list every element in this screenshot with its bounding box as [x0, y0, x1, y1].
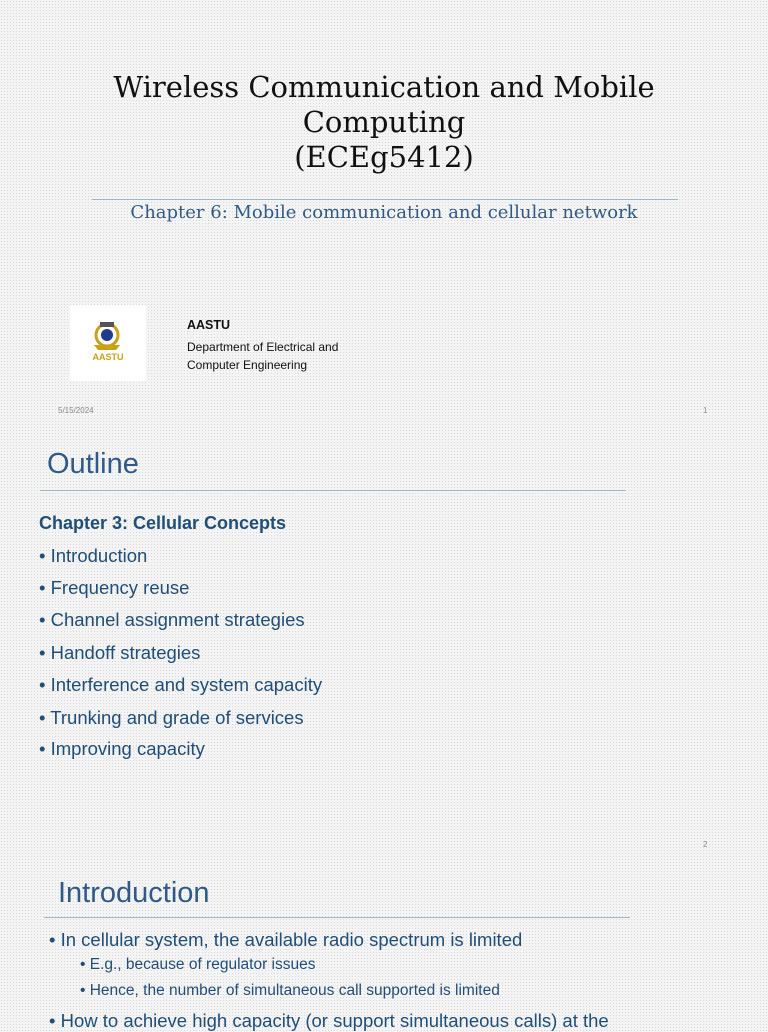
introduction-divider: [44, 917, 630, 918]
slide-subtitle: Chapter 6: Mobile communication and cellular network: [130, 202, 638, 223]
logo-text: AASTU: [92, 352, 124, 362]
title-slide: [0, 0, 768, 430]
organization-name: AASTU: [187, 318, 231, 332]
list-item: • Frequency reuse: [39, 577, 190, 598]
bullet-item: • In cellular system, the available radio spectrum is limited: [49, 929, 523, 950]
introduction-heading: Introduction: [58, 877, 210, 909]
bullet-item: • How to achieve high capacity (or support simultaneous calls) at the: [49, 1010, 609, 1031]
outline-heading: Outline: [47, 448, 139, 480]
page-number: 2: [703, 840, 708, 849]
list-item: • Improving capacity: [39, 738, 205, 759]
title-line-1: Wireless Communication and Mobile: [113, 70, 655, 104]
chapter-heading: Chapter 3: Cellular Concepts: [39, 513, 287, 533]
slide-title: [0, 70, 768, 175]
sub-bullet-item: • E.g., because of regulator issues: [80, 956, 316, 973]
title-divider: [92, 199, 678, 200]
slide-date: 5/15/2024: [58, 406, 94, 415]
title-line-3: (ECEg5412): [294, 140, 474, 174]
department-name: Department of Electrical and Computer Engineering: [187, 340, 339, 372]
page-number: 1: [703, 406, 708, 415]
list-item: • Handoff strategies: [39, 642, 201, 663]
title-line-2: Computing: [302, 105, 466, 139]
list-item: • Channel assignment strategies: [39, 609, 305, 630]
list-item: • Introduction: [39, 545, 148, 566]
logo-emblem-icon: [70, 305, 146, 381]
list-item: • Trunking and grade of services: [39, 707, 304, 728]
list-item: • Interference and system capacity: [39, 674, 323, 695]
sub-bullet-item: • Hence, the number of simultaneous call supported is limited: [80, 982, 500, 999]
outline-divider: [40, 490, 626, 491]
university-logo: [70, 305, 146, 381]
